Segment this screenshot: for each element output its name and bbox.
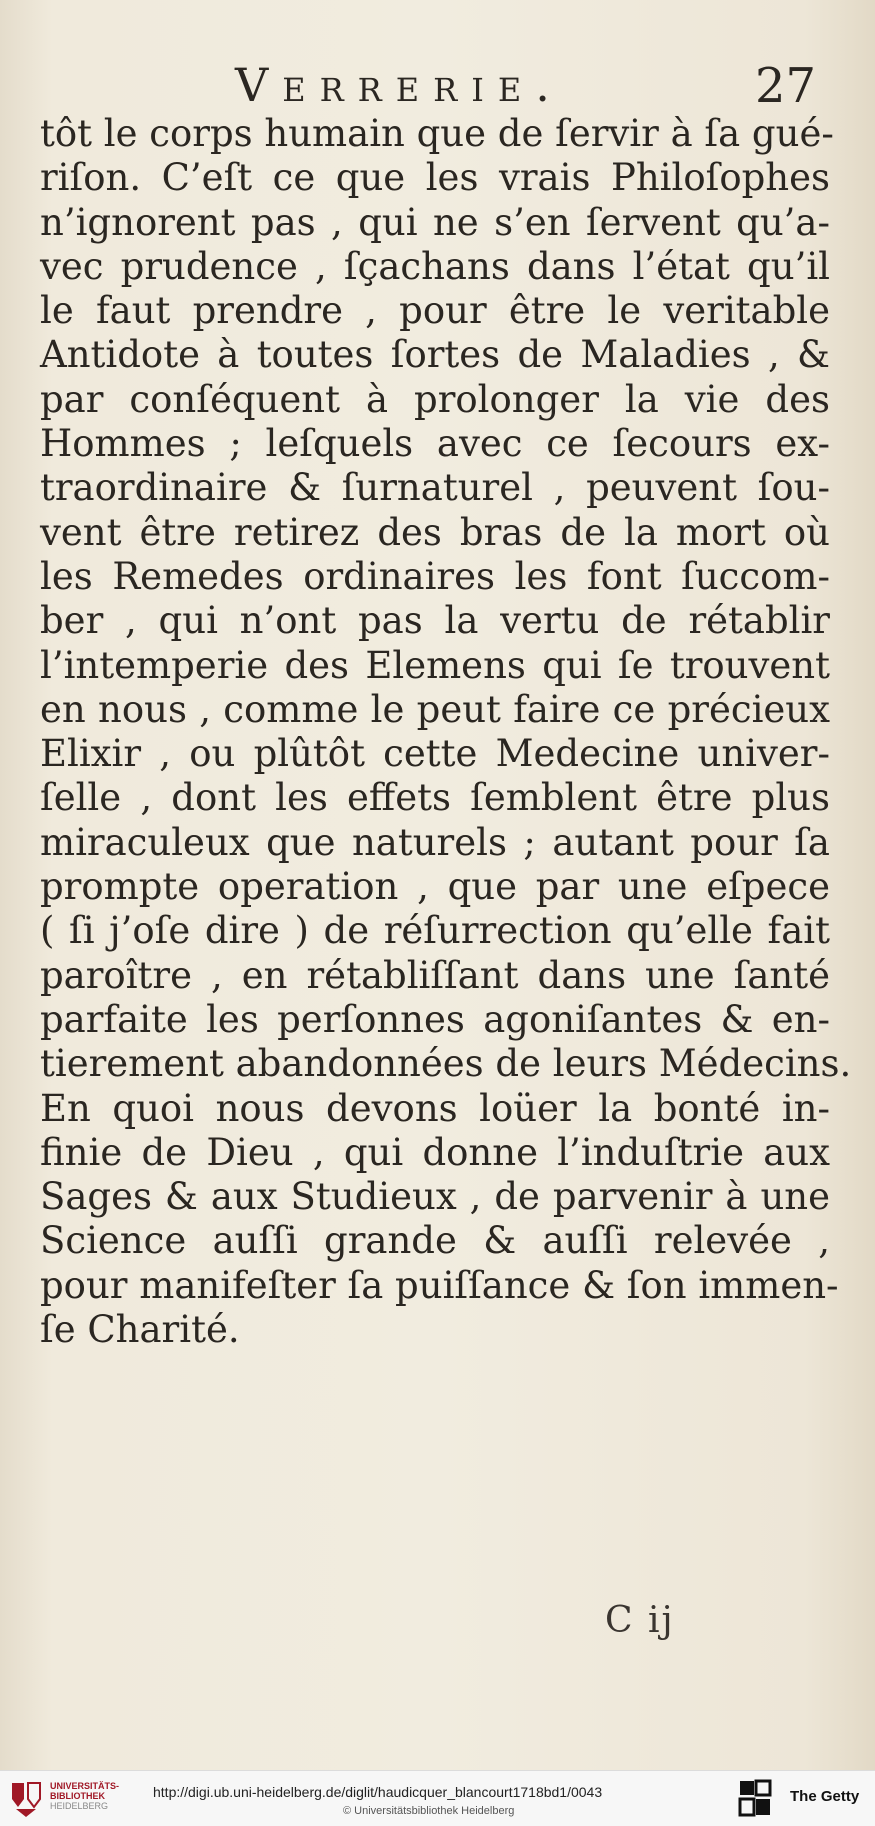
running-title: Verrerie.: [235, 58, 564, 112]
getty-logo-icon: [738, 1779, 772, 1817]
footer-bar: [0, 1770, 875, 1826]
library-logo-icon: [8, 1779, 44, 1819]
text-line: ſelle , dont les effets ſemblent être plus: [40, 776, 830, 820]
text-line: ſe Charité.: [40, 1308, 240, 1352]
body-text: [40, 112, 852, 1352]
source-url-link[interactable]: http://digi.ub.uni-heidelberg.de/diglit/haudicquer_blancourt1718bd1/0043: [153, 1784, 603, 1800]
copyright-text: © Universitätsbibliothek Heidelberg: [343, 1805, 515, 1817]
text-line: ber , qui n’ont pas la vertu de rétablir: [40, 599, 830, 643]
text-line: Antidote à toutes ſortes de Maladies , &: [40, 333, 830, 377]
text-line: vec prudence , ſçachans dans l’état qu’il: [40, 244, 830, 288]
library-name: [50, 1781, 119, 1811]
text-line: traordinaire & ſurnaturel , peuvent ſou-: [40, 466, 830, 510]
text-line: le faut prendre , pour être le veritable: [40, 289, 830, 333]
text-line: En quoi nous devons loüer la bonté in-: [40, 1086, 830, 1130]
text-line: Elixir , ou plûtôt cette Medecine univer-: [40, 732, 830, 776]
text-line: par conſéquent à prolonger la vie des: [40, 377, 830, 421]
page-number: 27: [755, 58, 817, 114]
text-line: riſon. C’eſt ce que les vrais Philoſophes: [40, 156, 830, 200]
text-line: l’intemperie des Elemens qui ſe trouvent: [40, 643, 830, 687]
text-line: tierement abandonnées de leurs Médecins.: [40, 1042, 852, 1086]
text-line: finie de Dieu , qui donne l’induſtrie aux: [40, 1130, 830, 1174]
text-line: Hommes ; leſquels avec ce ſecours ex-: [40, 422, 830, 466]
text-line: paroître , en rétabliſſant dans une ſanté: [40, 953, 830, 997]
text-line: pour manifeſter ſa puiſſance & ſon immen-: [40, 1263, 839, 1307]
library-name-line: HEIDELBERG: [50, 1801, 109, 1811]
text-line: miraculeux que naturels ; autant pour ſa: [40, 820, 830, 864]
text-line: Sages & aux Studieux , de parvenir à une: [40, 1175, 830, 1219]
page-header: [0, 58, 875, 118]
text-line: les Remedes ordinaires les font ſuccom-: [40, 554, 830, 598]
text-line: prompte operation , que par une eſpece: [40, 865, 830, 909]
text-line: en nous , comme le peut faire ce précieux: [40, 687, 830, 731]
sponsor-name: The Getty: [790, 1788, 860, 1805]
library-name-line: UNIVERSITÄTS-: [50, 1781, 120, 1791]
text-line: parfaite les perſonnes agoniſantes & en-: [40, 997, 830, 1041]
text-line: n’ignorent pas , qui ne s’en ſervent qu’a-: [40, 200, 830, 244]
library-name-line: BIBLIOTHEK: [50, 1791, 105, 1801]
signature-mark: C ij: [605, 1600, 675, 1641]
text-line: Science auſſi grande & auſſi relevée ,: [40, 1219, 830, 1263]
text-line: tôt le corps humain que de ſervir à ſa gué-: [40, 112, 834, 155]
text-line: ( ſi j’oſe dire ) de réſurrection qu’elle fait: [40, 909, 830, 953]
text-line: vent être retirez des bras de la mort où: [40, 510, 830, 554]
